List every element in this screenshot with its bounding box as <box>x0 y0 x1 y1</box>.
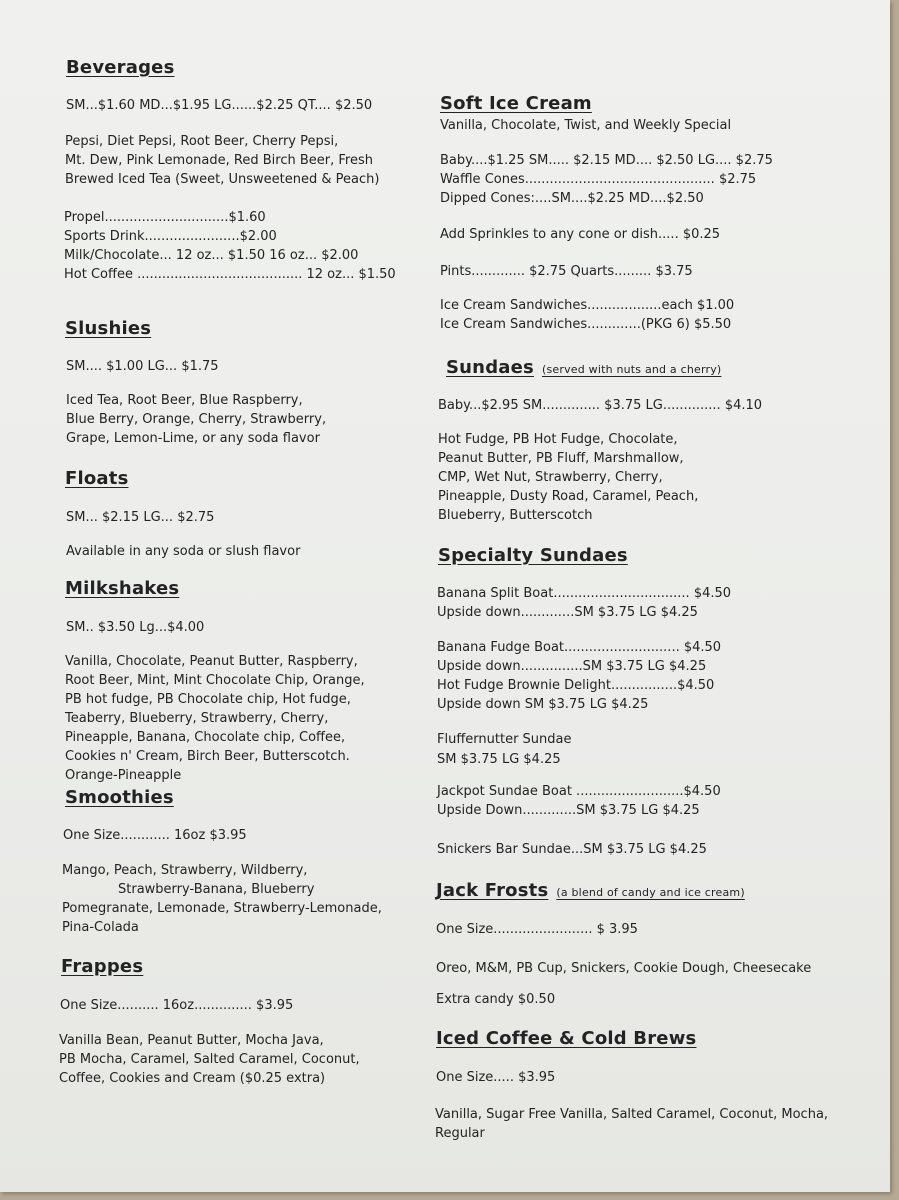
smoothies-flavors <box>62 861 382 937</box>
jack-frosts-sizes: One Size........................ $ 3.95 <box>436 922 638 937</box>
flavor-line: Vanilla, Chocolate, Peanut Butter, Raspberry, <box>65 654 358 669</box>
iced-coffee-sizes: One Size..... $3.95 <box>436 1070 556 1085</box>
flavor-line: Strawberry-Banana, Blueberry <box>118 882 315 897</box>
frappes-flavors <box>59 1031 360 1088</box>
milkshakes-flavors <box>65 652 365 785</box>
flavor-line: Peanut Butter, PB Fluff, Marshmallow, <box>438 451 684 466</box>
soft-ice-cream-prices <box>440 151 773 208</box>
sandwich-prices <box>440 296 734 334</box>
flavor-line: CMP, Wet Nut, Strawberry, Cherry, <box>438 470 663 485</box>
specialty-snickers: Snickers Bar Sundae...SM $3.75 LG $4.25 <box>437 842 707 857</box>
flavor-line: Pineapple, Dusty Road, Caramel, Peach, <box>438 489 699 504</box>
flavor-line: Pepsi, Diet Pepsi, Root Beer, Cherry Pepsi, <box>65 134 339 149</box>
milkshakes-sizes: SM.. $3.50 Lg...$4.00 <box>66 620 205 635</box>
flavor-line: Blue Berry, Orange, Cherry, Strawberry, <box>66 412 327 427</box>
jack-frosts-title: Jack Frosts <box>436 880 549 901</box>
price-line: Fluffernutter Sundae <box>437 732 572 747</box>
menu-item: Sports Drink.......................$2.00 <box>64 229 277 244</box>
price-line: Ice Cream Sandwiches.............(PKG 6) $5.50 <box>440 317 732 332</box>
menu-item: Milk/Chocolate... 12 oz... $1.50 16 oz... $2.00 <box>64 248 359 263</box>
menu-item: Hot Coffee ........................................ 12 oz... $1.50 <box>64 267 396 282</box>
price-line: Dipped Cones:....SM....$2.25 MD....$2.50 <box>440 191 704 206</box>
price-line: Hot Fudge Brownie Delight................$4.50 <box>437 678 715 693</box>
iced-coffee-heading: Iced Coffee & Cold Brews <box>436 1028 697 1049</box>
milkshakes-heading: Milkshakes <box>65 578 180 599</box>
sundaes-title: Sundaes <box>446 357 534 378</box>
price-line: Upside down SM $3.75 LG $4.25 <box>437 697 649 712</box>
slushies-sizes: SM.... $1.00 LG... $1.75 <box>66 359 219 374</box>
jack-frosts-extra: Extra candy $0.50 <box>436 992 556 1007</box>
slushies-heading: Slushies <box>65 318 152 339</box>
flavor-line: Pina-Colada <box>62 920 139 935</box>
bleed-through-text <box>440 4 445 24</box>
frappes-sizes: One Size.......... 16oz.............. $3.95 <box>60 998 294 1013</box>
menu-item: Propel..............................$1.60 <box>64 210 266 225</box>
flavor-line: Pineapple, Banana, Chocolate chip, Coffee, <box>65 730 346 745</box>
beverages-heading: Beverages <box>66 57 175 78</box>
flavor-line: PB hot fudge, PB Chocolate chip, Hot fudge, <box>65 692 351 707</box>
flavor-line: Teaberry, Blueberry, Strawberry, Cherry, <box>65 711 329 726</box>
beverages-items <box>64 208 396 284</box>
price-line: SM $3.75 LG $4.25 <box>437 752 561 767</box>
soft-ice-cream-heading: Soft Ice Cream <box>440 93 592 114</box>
flavor-line: Pomegranate, Lemonade, Strawberry-Lemonade, <box>62 901 382 916</box>
sprinkles-price: Add Sprinkles to any cone or dish..... $0.25 <box>440 227 721 242</box>
iced-coffee-flavors <box>435 1105 828 1143</box>
jack-frosts-flavors: Oreo, M&M, PB Cup, Snickers, Cookie Dough, Cheesecake <box>436 961 812 976</box>
flavor-line: Regular <box>435 1126 485 1141</box>
price-line: Banana Fudge Boat............................ $4.50 <box>437 640 722 655</box>
beverages-sizes: SM...$1.60 MD...$1.95 LG......$2.25 QT.... $2.50 <box>66 98 373 113</box>
price-line: Upside Down.............SM $3.75 LG $4.25 <box>437 803 700 818</box>
sundaes-sizes: Baby...$2.95 SM.............. $3.75 LG.............. $4.10 <box>438 398 763 413</box>
flavor-line: Vanilla, Sugar Free Vanilla, Salted Caramel, Coconut, Mocha, <box>435 1107 829 1122</box>
smoothies-sizes: One Size............ 16oz $3.95 <box>63 828 247 843</box>
flavor-line: Mango, Peach, Strawberry, Wildberry, <box>62 863 308 878</box>
price-line: Ice Cream Sandwiches..................each $1.00 <box>440 298 735 313</box>
floats-note: Available in any soda or slush flavor <box>66 544 301 559</box>
flavor-line: Vanilla Bean, Peanut Butter, Mocha Java, <box>59 1033 324 1048</box>
price-line: Upside down...............SM $3.75 LG $4.25 <box>437 659 707 674</box>
price-line: Waffle Cones.............................................. $2.75 <box>440 172 757 187</box>
flavor-line: PB Mocha, Caramel, Salted Caramel, Coconut, <box>59 1052 360 1067</box>
flavor-line: Root Beer, Mint, Mint Chocolate Chip, Orange, <box>65 673 365 688</box>
sundaes-heading <box>446 357 721 378</box>
jack-frosts-note: (a blend of candy and ice cream) <box>556 886 745 899</box>
flavor-line: Grape, Lemon-Lime, or any soda flavor <box>66 431 320 446</box>
specialty-banana-split <box>437 584 731 622</box>
flavor-line: Blueberry, Butterscotch <box>438 508 593 523</box>
flavor-line: Hot Fudge, PB Hot Fudge, Chocolate, <box>438 432 678 447</box>
flavor-line: Brewed Iced Tea (Sweet, Unsweetened & Peach) <box>65 172 380 187</box>
flavor-line: Orange-Pineapple <box>65 768 182 783</box>
price-line: Banana Split Boat................................. $4.50 <box>437 586 732 601</box>
flavor-line: Iced Tea, Root Beer, Blue Raspberry, <box>66 393 303 408</box>
flavor-line: Cookies n' Cream, Birch Beer, Butterscotch. <box>65 749 350 764</box>
flavor-line: Coffee, Cookies and Cream ($0.25 extra) <box>59 1071 326 1086</box>
slushies-flavors <box>66 391 326 448</box>
pints-quarts-price: Pints............. $2.75 Quarts......... $3.75 <box>440 264 693 279</box>
sundaes-note: (served with nuts and a cherry) <box>541 363 722 376</box>
price-line: Upside down.............SM $3.75 LG $4.25 <box>437 605 698 620</box>
floats-heading: Floats <box>65 468 129 489</box>
jack-frosts-heading <box>436 880 745 901</box>
price-line: Jackpot Sundae Boat ..........................$4.50 <box>437 784 721 799</box>
specialty-fluffernutter <box>437 730 572 769</box>
beverages-flavors <box>65 132 379 189</box>
specialty-banana-fudge <box>437 638 721 714</box>
soft-ice-cream-subtitle: Vanilla, Chocolate, Twist, and Weekly Special <box>440 118 732 133</box>
floats-sizes: SM... $2.15 LG... $2.75 <box>66 510 215 525</box>
price-line: Baby....$1.25 SM..... $2.15 MD.... $2.50 LG.... $2.75 <box>440 153 773 168</box>
specialty-sundaes-heading: Specialty Sundaes <box>438 545 628 566</box>
specialty-jackpot <box>437 782 721 820</box>
flavor-line: Mt. Dew, Pink Lemonade, Red Birch Beer, Fresh <box>65 153 373 168</box>
sundaes-flavors <box>438 430 698 525</box>
smoothies-heading: Smoothies <box>65 787 174 808</box>
frappes-heading: Frappes <box>61 956 144 977</box>
